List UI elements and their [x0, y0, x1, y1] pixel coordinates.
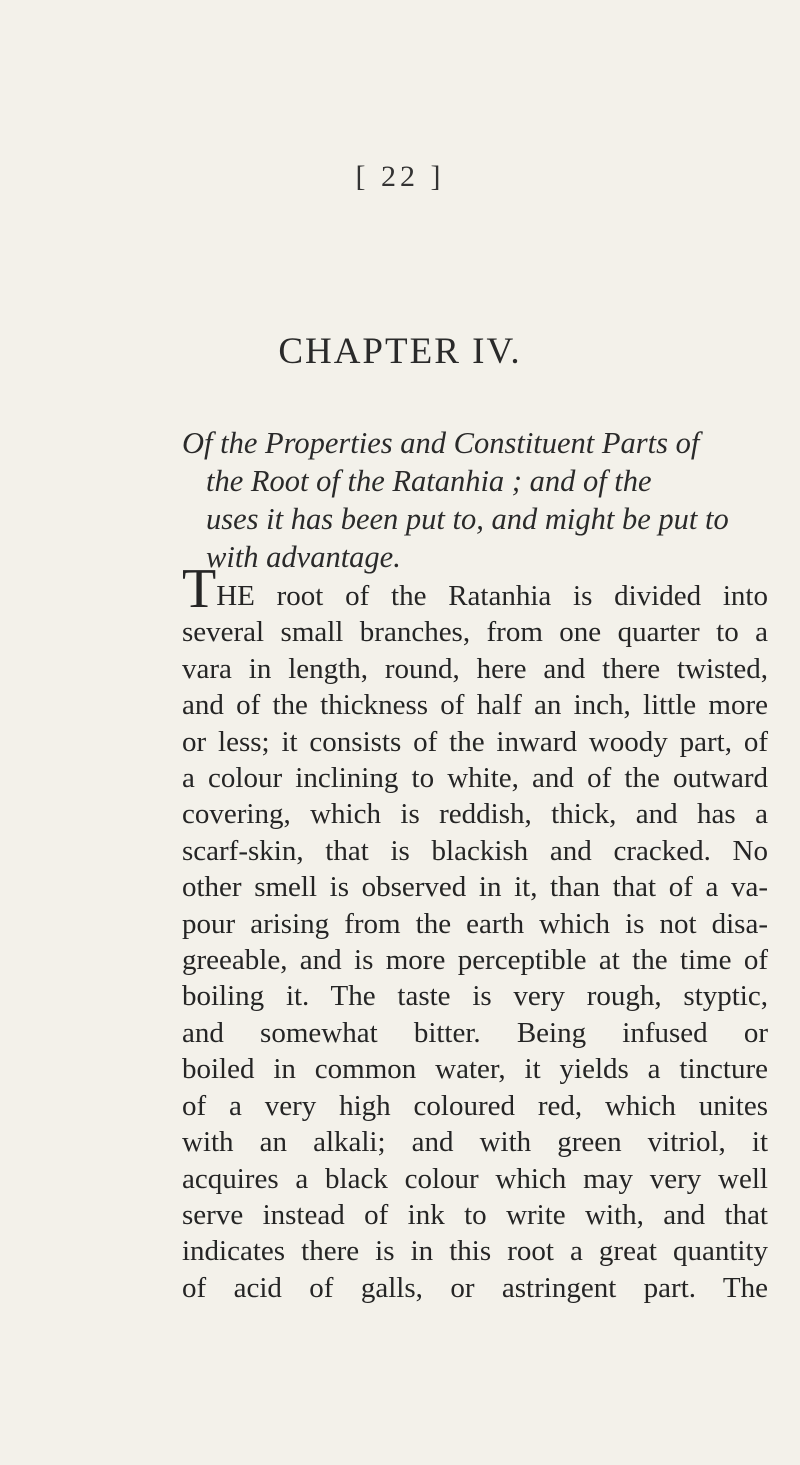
- body-line: scarf-skin, that is blackish and cracked. No: [182, 834, 768, 867]
- page-number: [ 22 ]: [355, 160, 445, 193]
- body-line: greeable, and is more perceptible at the time of: [182, 944, 768, 977]
- body-line: indicates there is in this root a great quantity: [182, 1235, 768, 1268]
- subtitle-line: the Root of the Ratanhia ; and of the: [206, 464, 652, 498]
- body-line: and somewhat bitter. Being infused or: [182, 1016, 768, 1049]
- body-line: of acid of galls, or astringent part. The: [182, 1271, 768, 1304]
- body-line: serve instead of ink to write with, and that: [182, 1198, 768, 1231]
- subtitle-line: with advantage.: [206, 540, 401, 574]
- body-line: pour arising from the earth which is not disa-: [182, 907, 768, 940]
- body-line-first: [182, 558, 768, 620]
- subtitle-line: Of the Properties and Constituent Parts of: [182, 426, 700, 460]
- body-line: and of the thickness of half an inch, little more: [182, 689, 768, 722]
- body-line: acquires a black colour which may very well: [182, 1162, 768, 1195]
- first-line-text: HE root of the Ratanhia is divided into: [216, 580, 768, 612]
- body-line: or less; it consists of the inward woody part, of: [182, 725, 768, 758]
- body-line: other smell is observed in it, than that of a va-: [182, 871, 768, 904]
- subtitle-line: uses it has been put to, and might be put to: [206, 502, 729, 536]
- body-line: boiling it. The taste is very rough, styptic,: [182, 980, 768, 1013]
- body-paragraph: [182, 558, 768, 1306]
- body-line: with an alkali; and with green vitriol, it: [182, 1126, 768, 1159]
- body-line: covering, which is reddish, thick, and has a: [182, 798, 768, 831]
- chapter-subtitle: [182, 424, 764, 576]
- drop-cap: T: [182, 558, 217, 620]
- body-line: boiled in common water, it yields a tincture: [182, 1053, 768, 1086]
- body-line: of a very high coloured red, which unites: [182, 1089, 768, 1122]
- body-line: several small branches, from one quarter to a: [182, 616, 768, 649]
- chapter-heading: CHAPTER IV.: [278, 331, 522, 372]
- body-line: a colour inclining to white, and of the outward: [182, 762, 768, 795]
- body-line: vara in length, round, here and there twisted,: [182, 652, 768, 685]
